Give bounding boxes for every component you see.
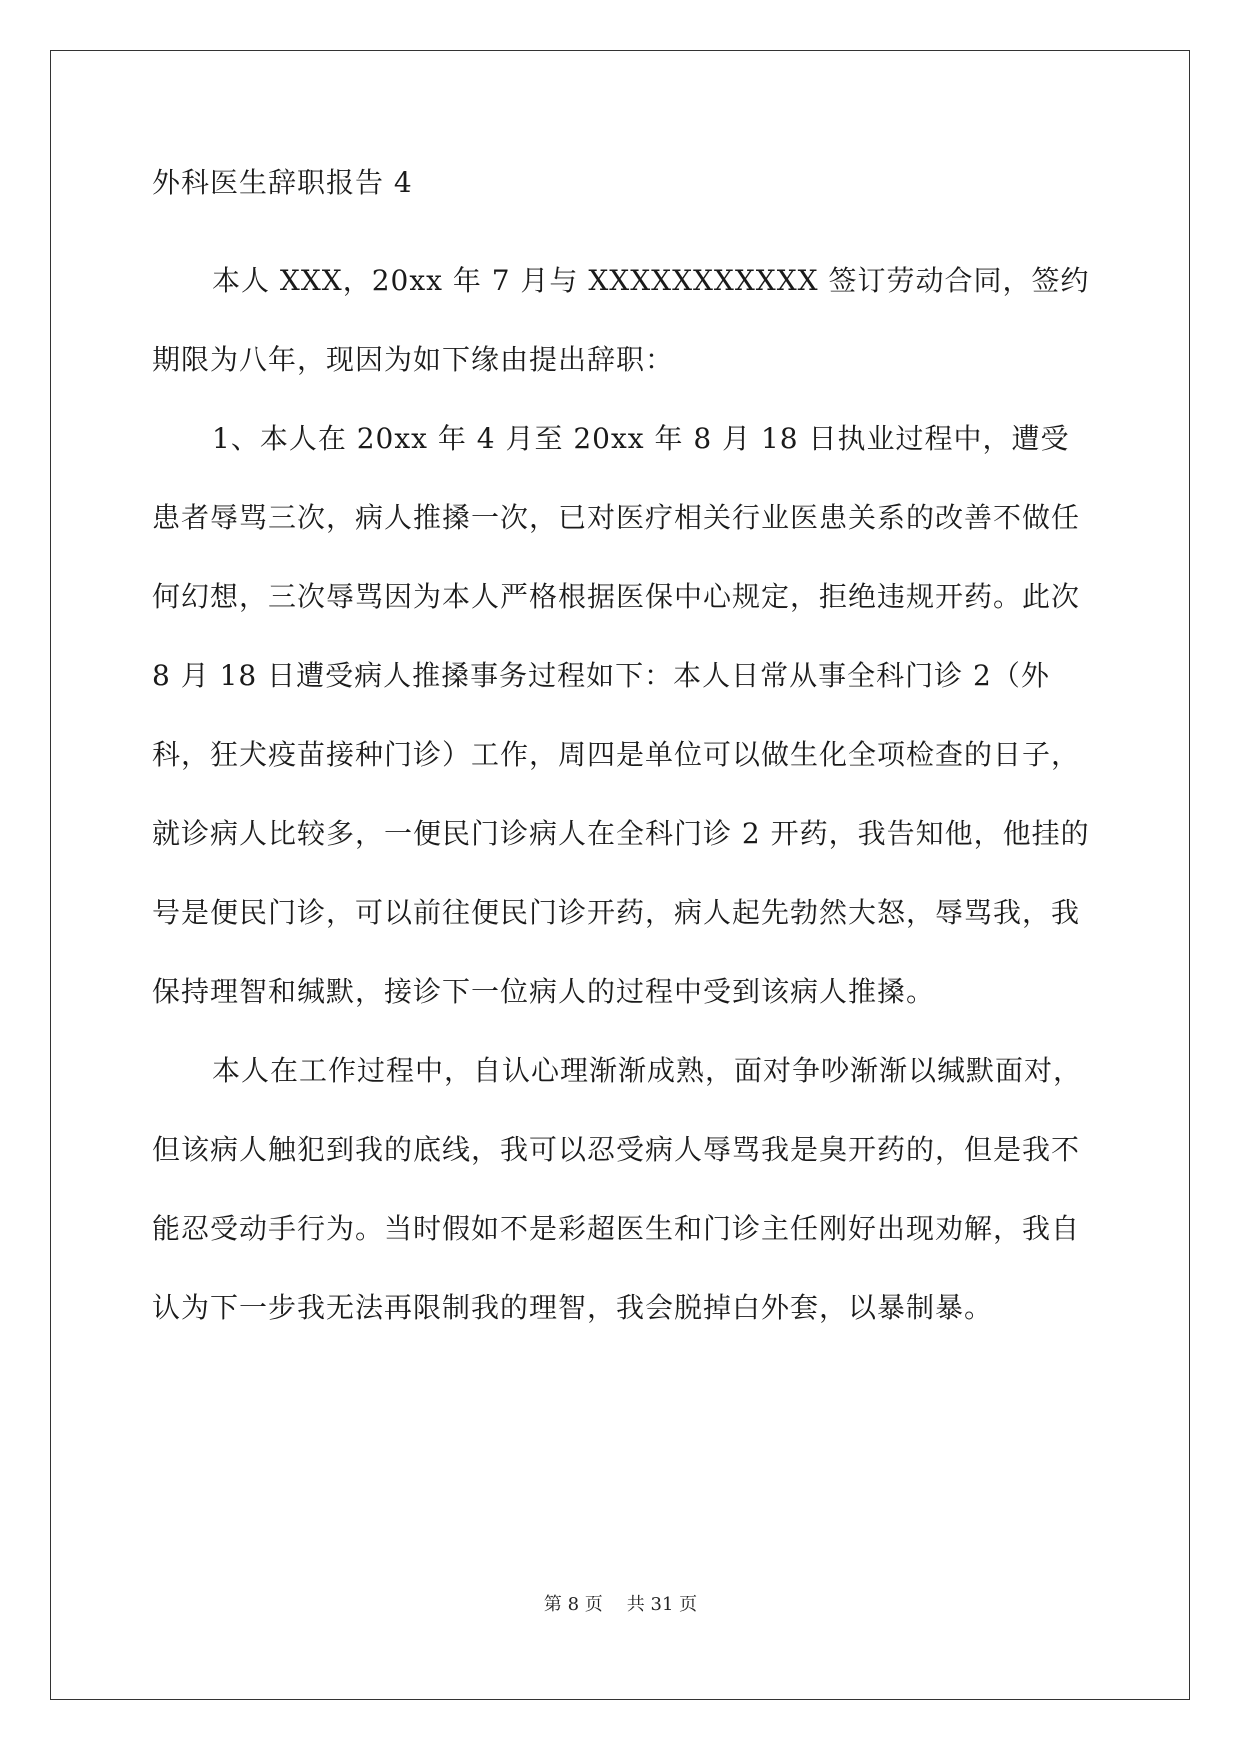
document-title: 外科医生辞职报告 4	[152, 166, 413, 199]
document-body	[152, 163, 1092, 1347]
paragraph-conclusion: 本人在工作过程中，自认心理渐渐成熟，面对争吵渐渐以缄默面对，但该病人触犯到我的底线，我可以忍受病人辱骂我是臭开药的，但是我不能忍受动手行为。当时假如不是彩超医生和门诊主任刚好出现劝解，我自认为下一步我无法再限制我的理智，我会脱掉白外套，以暴制暴。	[152, 1054, 1083, 1324]
page-number: 第 8 页	[543, 1594, 603, 1615]
paragraph-intro: 本人 XXX，20xx 年 7 月与 XXXXXXXXXXX 签订劳动合同，签约期限为八年，现因为如下缘由提出辞职：	[152, 264, 1090, 376]
page-footer	[0, 1593, 1241, 1617]
paragraph-incident: 1、本人在 20xx 年 4 月至 20xx 年 8 月 18 日执业过程中，遭受患者辱骂三次，病人推搡一次，已对医疗相关行业医患关系的改善不做任何幻想，三次辱骂因为本人严格根据医保中心规定，拒绝违规开药。此次 8 月 18 日遭受病人推搡事务过程如下：本人日常从事全科门诊 2（外科，狂犬疫苗接种门诊）工作，周四是单位可以做生化全项检查的日子，就诊病人比较多，一便民门诊病人在全科门诊 2 开药，我告知他，他挂的号是便民门诊，可以前往便民门诊开药，病人起先勃然大怒，辱骂我，我保持理智和缄默，接诊下一位病人的过程中受到该病人推搡。	[152, 422, 1090, 1008]
page-total: 共 31 页	[626, 1594, 698, 1615]
